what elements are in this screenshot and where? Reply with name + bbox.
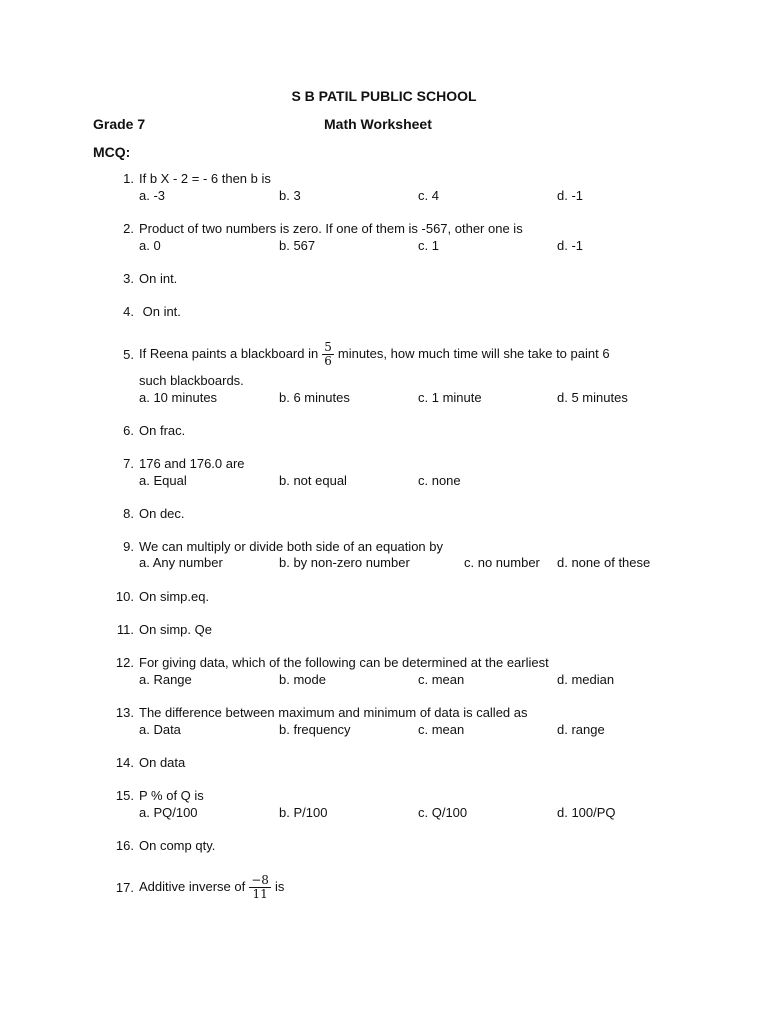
option-b: b. 567 xyxy=(279,238,316,253)
question-number: 13. xyxy=(115,705,134,720)
question-text: We can multiply or divide both side of an equation by xyxy=(139,539,443,554)
question-text: For giving data, which of the following can be determined at the earliest xyxy=(139,655,549,670)
option-a: a. Data xyxy=(139,722,181,737)
question-text: On data xyxy=(139,755,186,770)
option-b: b. not equal xyxy=(279,473,347,488)
option-c: c. mean xyxy=(418,672,465,687)
question-number: 11. xyxy=(116,622,134,637)
question-number: 7. xyxy=(123,456,134,471)
question-text-line2: such blackboards. xyxy=(139,373,244,388)
question-number: 3. xyxy=(123,271,134,286)
option-c: c. 1 minute xyxy=(418,390,482,405)
question-number: 5. xyxy=(123,347,134,362)
option-a: a. -3 xyxy=(139,188,166,203)
question-text: On int. xyxy=(139,271,178,286)
fraction-denominator: 6 xyxy=(324,354,332,369)
option-a: a. PQ/100 xyxy=(139,805,198,820)
question-text: On frac. xyxy=(139,423,186,438)
question-text-after: is xyxy=(274,879,285,894)
question-number: 8. xyxy=(123,506,134,521)
question-text: If b X - 2 = - 6 then b is xyxy=(139,171,271,186)
question-number: 4. xyxy=(123,304,134,319)
question-text: On int. xyxy=(139,304,181,319)
question-text: On dec. xyxy=(139,506,185,521)
question-number: 15. xyxy=(115,788,134,803)
question-number: 6. xyxy=(123,423,134,438)
question-text xyxy=(139,338,610,370)
fraction-numerator: 5 xyxy=(324,340,332,355)
fraction xyxy=(322,341,334,368)
option-c: c. mean xyxy=(418,722,465,737)
fraction xyxy=(249,874,271,901)
fraction-numerator: −8 xyxy=(251,873,269,888)
question-number: 14. xyxy=(115,755,134,770)
worksheet-title: Math Worksheet xyxy=(324,116,432,132)
question-text-before: Additive inverse of xyxy=(139,879,246,894)
question-number: 17. xyxy=(115,880,134,895)
school-title: S B PATIL PUBLIC SCHOOL xyxy=(291,88,477,104)
option-d: d. 100/PQ xyxy=(557,805,616,820)
option-c: c. 4 xyxy=(418,188,439,203)
option-d: d. -1 xyxy=(557,238,584,253)
question-number: 10. xyxy=(115,589,134,604)
option-c: c. no number xyxy=(464,555,540,570)
question-number: 9. xyxy=(123,539,134,554)
section-heading: MCQ: xyxy=(93,144,131,160)
option-d: d. median xyxy=(557,672,615,687)
option-a: a. 0 xyxy=(139,238,161,253)
question-text xyxy=(139,871,284,903)
option-b: b. 3 xyxy=(279,188,301,203)
option-b: b. mode xyxy=(279,672,326,687)
option-a: a. Any number xyxy=(139,555,223,570)
grade-label: Grade 7 xyxy=(93,116,146,132)
question-number: 12. xyxy=(115,655,134,670)
question-text-before: If Reena paints a blackboard in xyxy=(139,346,319,361)
question-text: Product of two numbers is zero. If one of them is -567, other one is xyxy=(139,221,523,236)
option-b: b. 6 minutes xyxy=(279,390,350,405)
option-d: d. range xyxy=(557,722,605,737)
question-text: On simp. Qe xyxy=(139,622,212,637)
option-c: c. none xyxy=(418,473,461,488)
option-b: b. by non-zero number xyxy=(279,555,410,570)
option-a: a. 10 minutes xyxy=(139,390,218,405)
question-text: 176 and 176.0 are xyxy=(139,456,245,471)
option-c: c. Q/100 xyxy=(418,805,468,820)
question-number: 1. xyxy=(123,171,134,186)
question-number: 16. xyxy=(115,838,134,853)
option-d: d. 5 minutes xyxy=(557,390,628,405)
option-a: a. Equal xyxy=(139,473,187,488)
question-text-after: minutes, how much time will she take to paint 6 xyxy=(337,346,610,361)
option-a: a. Range xyxy=(139,672,192,687)
fraction-denominator: 11 xyxy=(252,887,268,902)
question-number: 2. xyxy=(123,221,134,236)
option-d: d. none of these xyxy=(557,555,651,570)
question-text: On simp.eq. xyxy=(139,589,210,604)
option-b: b. P/100 xyxy=(279,805,328,820)
option-c: c. 1 xyxy=(418,238,439,253)
question-text: The difference between maximum and minimum of data is called as xyxy=(139,705,528,720)
option-b: b. frequency xyxy=(279,722,351,737)
question-text: On comp qty. xyxy=(139,838,216,853)
question-text: P % of Q is xyxy=(139,788,204,803)
option-d: d. -1 xyxy=(557,188,584,203)
